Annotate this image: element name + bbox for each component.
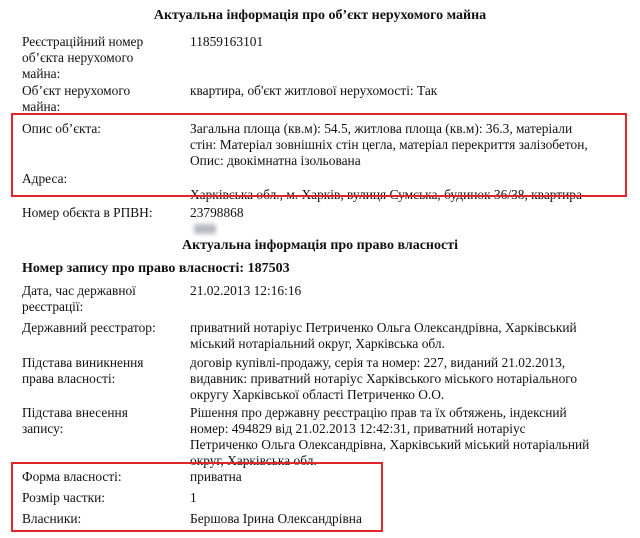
object-type-label: Об’єкт нерухомого майна:: [22, 83, 131, 114]
rpvn-number-value: 23798868: [190, 205, 244, 220]
address-text: Харківська обл., м. Харків, вулиця Сумська, будинок 36/38, квартира: [190, 187, 582, 202]
registrar-label: Державний реєстратор:: [22, 320, 156, 335]
owners-value: Бершова Ірина Олександрівна: [190, 511, 362, 526]
registrar-value: приватний нотаріус Петриченко Ольга Олександрівна, Харківський міський нотаріальний округ, Харківська обл.: [190, 320, 577, 351]
registration-number-value: 11859163101: [190, 34, 264, 49]
description-value: Загальна площа (кв.м): 54.5, житлова площа (кв.м): 36.3, матеріали стін: Матеріал зовнішніх стін цегла, матеріал перекриття залізобетон, Опис: двокімнатна ізольована: [190, 121, 588, 168]
registration-date-label: Дата, час державної реєстрації:: [22, 283, 136, 314]
redacted-apartment-number: [194, 224, 216, 234]
address-value: [190, 171, 622, 236]
address-label: Адреса:: [22, 171, 68, 186]
registration-number-label: Реєстраційний номер об’єкта нерухомого майна:: [22, 34, 144, 81]
share-size-value: 1: [190, 490, 197, 505]
object-info-title: Актуальна інформація про об’єкт нерухомого майна: [153, 8, 487, 23]
owners-label: Власники:: [22, 511, 82, 526]
ownership-form-value: приватна: [190, 469, 242, 484]
ownership-info-title: Актуальна інформація про право власності: [182, 238, 458, 253]
ownership-record-number: Номер запису про право власності: 187503: [22, 261, 290, 276]
registration-date-value: 21.02.2013 12:16:16: [190, 283, 302, 298]
basis-of-entry-label: Підстава внесення запису:: [22, 405, 128, 436]
rpvn-number-label: Номер обєкта в РПВН:: [22, 205, 153, 220]
description-label: Опис об’єкта:: [22, 121, 102, 136]
object-type-value: квартира, об'єкт житлової нерухомості: Так: [190, 83, 438, 98]
basis-of-right-value: договір купівлі-продажу, серія та номер: 227, виданий 21.02.2013, видавник: приватний нотаріус Харківського міського нотаріального округу Харківської області Петриченко О.О.: [190, 355, 578, 402]
ownership-form-label: Форма власності:: [22, 469, 122, 484]
basis-of-right-label: Підстава виникнення права власності:: [22, 355, 144, 386]
share-size-label: Розмір частки:: [22, 490, 106, 505]
basis-of-entry-value: Рішення про державну реєстрацію прав та їх обтяжень, індексний номер: 494829 від 21.02.2013 12:42:31, приватний нотаріус Петриченко Ольга Олександрівна, Харківський міський нотаріальний округ, Харківська обл.: [190, 405, 590, 468]
